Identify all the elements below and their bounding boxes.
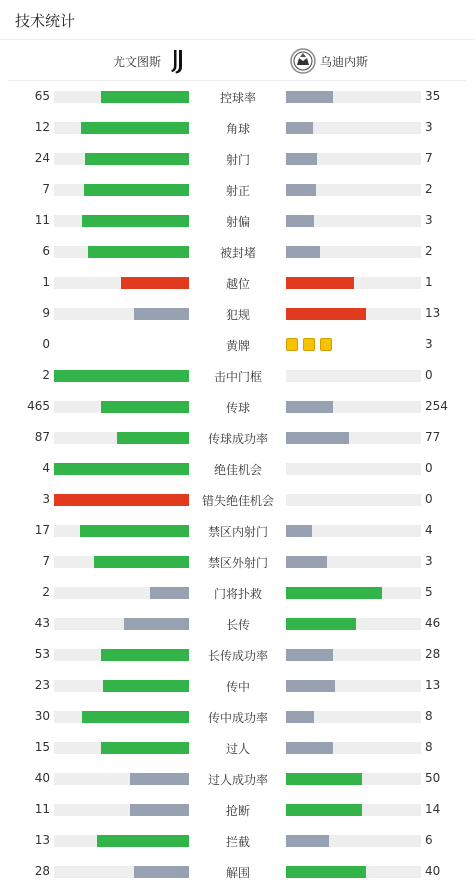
stat-label: 被封堵 xyxy=(219,246,256,260)
home-bar-fill xyxy=(82,215,189,227)
home-value: 465 xyxy=(27,399,50,413)
home-bar-track xyxy=(54,277,189,289)
away-yellow-cards xyxy=(286,338,337,351)
home-bar-track xyxy=(54,463,189,475)
away-bar-fill xyxy=(286,184,316,196)
stat-label: 拦截 xyxy=(225,835,250,849)
home-bar-track xyxy=(54,91,189,103)
home-bar-track xyxy=(54,184,189,196)
away-value: 254 xyxy=(425,399,448,413)
home-bar-fill xyxy=(117,432,189,444)
away-bar-track xyxy=(286,742,421,754)
stat-row xyxy=(0,205,475,236)
stat-row xyxy=(0,701,475,732)
stat-label: 长传成功率 xyxy=(207,649,268,663)
home-bar-fill xyxy=(54,463,189,475)
away-bar-track xyxy=(286,866,421,878)
stat-row xyxy=(0,732,475,763)
away-bar-track xyxy=(286,711,421,723)
home-bar-fill xyxy=(124,618,189,630)
away-value: 28 xyxy=(425,647,441,661)
home-bar-fill xyxy=(130,773,189,785)
away-bar-fill xyxy=(286,587,382,599)
home-value: 11 xyxy=(34,802,50,816)
away-bar-fill xyxy=(286,618,356,630)
away-value: 50 xyxy=(425,771,441,785)
stat-label: 长传 xyxy=(225,618,250,632)
stat-row xyxy=(0,763,475,794)
home-bar-fill xyxy=(121,277,189,289)
away-bar-fill xyxy=(286,556,327,568)
away-value: 46 xyxy=(425,616,441,630)
home-bar-fill xyxy=(101,91,189,103)
stat-row xyxy=(0,391,475,422)
away-value: 77 xyxy=(425,430,441,444)
page-title: 技术统计 xyxy=(15,12,76,30)
home-value: 6 xyxy=(42,244,50,258)
stat-label: 绝佳机会 xyxy=(213,463,262,477)
home-value: 7 xyxy=(42,182,50,196)
home-bar-fill xyxy=(84,184,189,196)
home-value: 24 xyxy=(34,151,50,165)
away-bar-fill xyxy=(286,742,333,754)
stat-label: 射正 xyxy=(225,184,250,198)
away-bar-fill xyxy=(286,91,333,103)
home-bar-fill xyxy=(97,835,189,847)
away-bar-track xyxy=(286,215,421,227)
stat-label: 传中成功率 xyxy=(207,711,268,725)
away-value: 1 xyxy=(425,275,433,289)
away-value: 3 xyxy=(425,554,433,568)
home-bar-fill xyxy=(54,494,189,506)
juventus-logo-icon xyxy=(168,48,190,74)
away-bar-track xyxy=(286,370,421,382)
stat-label: 射门 xyxy=(225,153,250,167)
away-bar-track xyxy=(286,308,421,320)
stat-row xyxy=(0,453,475,484)
home-value: 13 xyxy=(34,833,50,847)
away-bar-fill xyxy=(286,680,335,692)
home-bar-fill xyxy=(54,370,189,382)
home-value: 1 xyxy=(42,275,50,289)
home-value: 53 xyxy=(34,647,50,661)
home-bar-track xyxy=(54,401,189,413)
home-bar-fill xyxy=(134,308,189,320)
home-value: 7 xyxy=(42,554,50,568)
home-bar-track xyxy=(54,649,189,661)
away-bar-track xyxy=(286,463,421,475)
stat-row xyxy=(0,422,475,453)
home-value: 0 xyxy=(42,337,50,351)
away-bar-fill xyxy=(286,649,333,661)
away-value: 8 xyxy=(425,709,433,723)
stat-label: 解围 xyxy=(225,866,250,880)
away-bar-track xyxy=(286,246,421,258)
home-value: 28 xyxy=(34,864,50,878)
stat-row xyxy=(0,639,475,670)
stat-row xyxy=(0,267,475,298)
home-value: 3 xyxy=(42,492,50,506)
home-bar-track xyxy=(54,525,189,537)
away-bar-track xyxy=(286,184,421,196)
stat-label: 门将扑救 xyxy=(213,587,262,601)
away-team-name: 乌迪内斯 xyxy=(320,55,369,69)
home-bar-track xyxy=(54,742,189,754)
away-bar-track xyxy=(286,835,421,847)
away-value: 14 xyxy=(425,802,441,816)
away-value: 13 xyxy=(425,678,441,692)
away-bar-fill xyxy=(286,153,317,165)
away-value: 5 xyxy=(425,585,433,599)
away-bar-fill xyxy=(286,215,314,227)
stat-row xyxy=(0,546,475,577)
home-bar-fill xyxy=(150,587,189,599)
home-bar-track xyxy=(54,153,189,165)
home-value: 40 xyxy=(34,771,50,785)
stat-row xyxy=(0,174,475,205)
stat-label: 禁区外射门 xyxy=(207,556,268,570)
away-bar-fill xyxy=(286,866,366,878)
away-bar-track xyxy=(286,587,421,599)
away-bar-fill xyxy=(286,711,314,723)
home-bar-fill xyxy=(101,401,189,413)
away-bar-fill xyxy=(286,401,333,413)
home-team-name: 尤文图斯 xyxy=(113,55,162,69)
home-value: 87 xyxy=(34,430,50,444)
stat-label: 黄牌 xyxy=(225,339,250,353)
away-bar-track xyxy=(286,432,421,444)
home-value: 23 xyxy=(34,678,50,692)
away-bar-fill xyxy=(286,773,362,785)
away-bar-fill xyxy=(286,835,329,847)
stat-row xyxy=(0,143,475,174)
home-bar-track xyxy=(54,711,189,723)
home-bar-track xyxy=(54,680,189,692)
home-bar-fill xyxy=(134,866,189,878)
stat-label: 抢断 xyxy=(225,804,250,818)
away-bar-track xyxy=(286,525,421,537)
away-value: 40 xyxy=(425,864,441,878)
away-value: 2 xyxy=(425,244,433,258)
away-value: 13 xyxy=(425,306,441,320)
home-bar-fill xyxy=(82,711,189,723)
home-value: 4 xyxy=(42,461,50,475)
home-value: 43 xyxy=(34,616,50,630)
yellow-card-icon xyxy=(303,338,315,351)
stat-row xyxy=(0,112,475,143)
team-header xyxy=(8,41,467,81)
stat-row xyxy=(0,794,475,825)
stat-label: 过人 xyxy=(225,742,250,756)
home-bar-fill xyxy=(85,153,189,165)
home-bar-track xyxy=(54,618,189,630)
stat-label: 控球率 xyxy=(219,91,256,105)
away-bar-fill xyxy=(286,308,366,320)
home-bar-track xyxy=(54,556,189,568)
home-bar-track xyxy=(54,835,189,847)
away-bar-track xyxy=(286,122,421,134)
stat-label: 过人成功率 xyxy=(207,773,268,787)
away-value: 2 xyxy=(425,182,433,196)
home-bar-track xyxy=(54,308,189,320)
stat-label: 击中门框 xyxy=(213,370,262,384)
home-value: 2 xyxy=(42,585,50,599)
away-value: 0 xyxy=(425,492,433,506)
home-bar-track xyxy=(54,432,189,444)
away-value: 35 xyxy=(425,89,441,103)
away-bar-track xyxy=(286,649,421,661)
stat-row xyxy=(0,577,475,608)
home-bar-fill xyxy=(88,246,189,258)
away-value: 3 xyxy=(425,213,433,227)
stat-label: 角球 xyxy=(225,122,250,136)
home-bar-track xyxy=(54,804,189,816)
away-bar-track xyxy=(286,494,421,506)
udinese-logo-icon xyxy=(290,48,316,74)
stat-row xyxy=(0,298,475,329)
home-bar-fill xyxy=(101,649,189,661)
stat-row xyxy=(0,670,475,701)
stat-label: 越位 xyxy=(225,277,250,291)
home-value: 11 xyxy=(34,213,50,227)
stat-label: 射偏 xyxy=(225,215,250,229)
home-bar-track xyxy=(54,773,189,785)
away-bar-track xyxy=(286,680,421,692)
home-bar-track xyxy=(54,246,189,258)
away-value: 0 xyxy=(425,368,433,382)
stat-row xyxy=(0,484,475,515)
home-value: 65 xyxy=(34,89,50,103)
home-bar-fill xyxy=(101,742,189,754)
stat-row xyxy=(0,329,475,360)
away-value: 0 xyxy=(425,461,433,475)
away-bar-track xyxy=(286,556,421,568)
home-bar-fill xyxy=(94,556,189,568)
home-value: 30 xyxy=(34,709,50,723)
home-bar-fill xyxy=(81,122,189,134)
yellow-card-icon xyxy=(320,338,332,351)
home-value: 17 xyxy=(34,523,50,537)
stat-label: 禁区内射门 xyxy=(207,525,268,539)
away-bar-fill xyxy=(286,277,354,289)
home-value: 12 xyxy=(34,120,50,134)
home-bar-track xyxy=(54,370,189,382)
home-bar-fill xyxy=(80,525,189,537)
home-value: 9 xyxy=(42,306,50,320)
stat-row xyxy=(0,81,475,112)
away-bar-track xyxy=(286,804,421,816)
away-bar-track xyxy=(286,277,421,289)
away-value: 7 xyxy=(425,151,433,165)
away-bar-fill xyxy=(286,246,320,258)
home-bar-track xyxy=(54,866,189,878)
stat-row xyxy=(0,360,475,391)
away-value: 3 xyxy=(425,337,433,351)
stat-label: 犯规 xyxy=(225,308,250,322)
away-bar-track xyxy=(286,91,421,103)
away-value: 6 xyxy=(425,833,433,847)
home-bar-track xyxy=(54,215,189,227)
away-bar-track xyxy=(286,618,421,630)
away-bar-track xyxy=(286,153,421,165)
stat-row xyxy=(0,236,475,267)
stat-label: 传中 xyxy=(225,680,250,694)
away-value: 3 xyxy=(425,120,433,134)
away-bar-fill xyxy=(286,122,313,134)
away-bar-fill xyxy=(286,432,349,444)
away-value: 8 xyxy=(425,740,433,754)
home-bar-fill xyxy=(103,680,189,692)
home-bar-fill xyxy=(130,804,189,816)
away-bar-track xyxy=(286,401,421,413)
away-bar-fill xyxy=(286,525,312,537)
home-bar-track xyxy=(54,122,189,134)
yellow-card-icon xyxy=(286,338,298,351)
home-value: 15 xyxy=(34,740,50,754)
stat-row xyxy=(0,515,475,546)
page-header xyxy=(0,0,475,40)
stat-row xyxy=(0,825,475,856)
home-value: 2 xyxy=(42,368,50,382)
stat-label: 错失绝佳机会 xyxy=(201,494,274,508)
home-bar-track xyxy=(54,587,189,599)
stat-label: 传球成功率 xyxy=(207,432,268,446)
stat-label: 传球 xyxy=(225,401,250,415)
away-bar-fill xyxy=(286,804,362,816)
away-bar-track xyxy=(286,773,421,785)
stat-row xyxy=(0,608,475,639)
away-value: 4 xyxy=(425,523,433,537)
home-bar-track xyxy=(54,494,189,506)
stat-row xyxy=(0,856,475,887)
